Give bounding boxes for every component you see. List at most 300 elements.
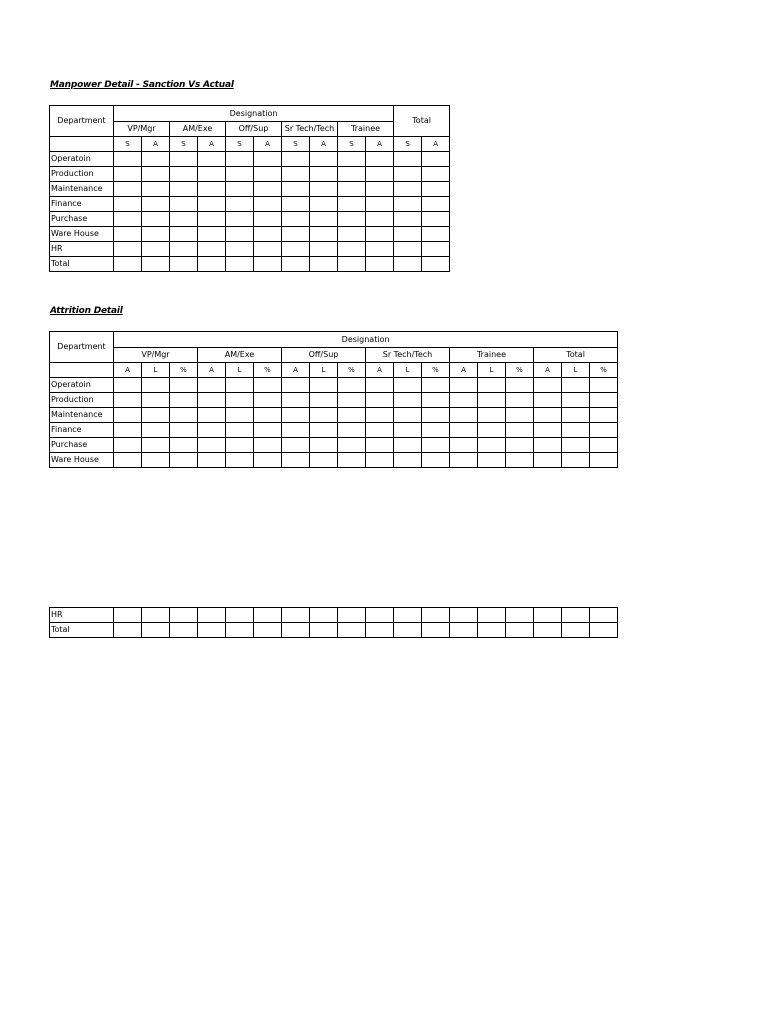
- data-cell: [310, 378, 338, 393]
- data-cell: [310, 453, 338, 468]
- sub-header-a: A: [198, 137, 226, 152]
- data-cell: [198, 608, 226, 623]
- data-cell: [450, 408, 478, 423]
- data-cell: [534, 393, 562, 408]
- data-cell: [478, 623, 506, 638]
- data-cell: [114, 182, 142, 197]
- data-cell: [114, 378, 142, 393]
- data-cell: [422, 378, 450, 393]
- data-cell: [562, 393, 590, 408]
- data-cell: [338, 197, 366, 212]
- data-cell: [198, 152, 226, 167]
- data-cell: [394, 438, 422, 453]
- data-cell: [198, 438, 226, 453]
- data-cell: [422, 227, 450, 242]
- data-cell: [254, 608, 282, 623]
- table-row-total: [50, 257, 450, 272]
- group-header-sr-tech-tech: Sr Tech/Tech: [282, 122, 338, 137]
- data-cell: [170, 408, 198, 423]
- data-cell: [366, 242, 394, 257]
- data-cell: [562, 608, 590, 623]
- data-cell: [142, 242, 170, 257]
- table-row-operatoin: [50, 152, 450, 167]
- data-cell: [422, 623, 450, 638]
- department-cell: Purchase: [50, 212, 114, 227]
- department-cell: Ware House: [50, 227, 114, 242]
- data-cell: [562, 408, 590, 423]
- department-cell: Maintenance: [50, 182, 114, 197]
- data-cell: [114, 167, 142, 182]
- data-cell: [170, 197, 198, 212]
- table-row-finance: [50, 197, 450, 212]
- data-cell: [226, 438, 254, 453]
- data-cell: [366, 212, 394, 227]
- table-row-operatoin: [50, 378, 618, 393]
- data-cell: [422, 393, 450, 408]
- table-row-total: [50, 623, 618, 638]
- data-cell: [506, 453, 534, 468]
- data-cell: [170, 182, 198, 197]
- group-header-sr-tech-tech: Sr Tech/Tech: [366, 348, 450, 363]
- data-cell: [254, 212, 282, 227]
- group-header-vp-mgr: VP/Mgr: [114, 348, 198, 363]
- data-cell: [562, 623, 590, 638]
- department-header-spacer: [50, 363, 114, 378]
- data-cell: [562, 378, 590, 393]
- data-cell: [338, 408, 366, 423]
- sub-header-percent: %: [590, 363, 618, 378]
- data-cell: [422, 608, 450, 623]
- data-cell: [310, 408, 338, 423]
- data-cell: [226, 623, 254, 638]
- data-cell: [254, 227, 282, 242]
- sub-header-s: S: [338, 137, 366, 152]
- data-cell: [310, 242, 338, 257]
- sub-header-s: S: [394, 137, 422, 152]
- data-cell: [282, 623, 310, 638]
- data-cell: [282, 182, 310, 197]
- data-cell: [254, 393, 282, 408]
- data-cell: [282, 152, 310, 167]
- data-cell: [142, 182, 170, 197]
- attrition-title: Attrition Detail: [50, 306, 123, 316]
- data-cell: [338, 423, 366, 438]
- attrition-table-continued: [49, 607, 618, 638]
- data-cell: [114, 423, 142, 438]
- data-cell: [282, 423, 310, 438]
- data-cell: [338, 167, 366, 182]
- data-cell: [198, 423, 226, 438]
- data-cell: [254, 453, 282, 468]
- data-cell: [394, 423, 422, 438]
- department-cell: HR: [50, 242, 114, 257]
- department-cell: Total: [50, 257, 114, 272]
- attrition-table: [49, 331, 618, 468]
- group-header-am-exe: AM/Exe: [198, 348, 282, 363]
- data-cell: [226, 408, 254, 423]
- data-cell: [562, 453, 590, 468]
- table-row-hr: [50, 242, 450, 257]
- data-cell: [506, 423, 534, 438]
- data-cell: [142, 167, 170, 182]
- data-cell: [198, 623, 226, 638]
- data-cell: [114, 212, 142, 227]
- table-row-ware-house: [50, 227, 450, 242]
- data-cell: [422, 408, 450, 423]
- sub-header-percent: %: [422, 363, 450, 378]
- department-cell: Total: [50, 623, 114, 638]
- data-cell: [366, 167, 394, 182]
- data-cell: [534, 408, 562, 423]
- data-cell: [254, 257, 282, 272]
- sub-header-a: A: [282, 363, 310, 378]
- data-cell: [198, 182, 226, 197]
- data-cell: [310, 257, 338, 272]
- data-cell: [198, 453, 226, 468]
- data-cell: [226, 423, 254, 438]
- data-cell: [310, 152, 338, 167]
- data-cell: [254, 623, 282, 638]
- department-cell: Operatoin: [50, 378, 114, 393]
- data-cell: [338, 608, 366, 623]
- sub-header-a: A: [450, 363, 478, 378]
- data-cell: [366, 438, 394, 453]
- data-cell: [198, 227, 226, 242]
- data-cell: [338, 378, 366, 393]
- data-cell: [450, 623, 478, 638]
- data-cell: [282, 408, 310, 423]
- data-cell: [422, 257, 450, 272]
- data-cell: [114, 608, 142, 623]
- data-cell: [366, 197, 394, 212]
- data-cell: [226, 182, 254, 197]
- data-cell: [478, 423, 506, 438]
- data-cell: [450, 608, 478, 623]
- department-cell: Operatoin: [50, 152, 114, 167]
- data-cell: [478, 378, 506, 393]
- group-header-trainee: Trainee: [450, 348, 534, 363]
- data-cell: [534, 608, 562, 623]
- sub-header-percent: %: [338, 363, 366, 378]
- data-cell: [254, 167, 282, 182]
- data-cell: [394, 152, 422, 167]
- data-cell: [310, 167, 338, 182]
- data-cell: [310, 393, 338, 408]
- data-cell: [310, 197, 338, 212]
- sub-header-s: S: [114, 137, 142, 152]
- data-cell: [394, 453, 422, 468]
- sub-header-a: A: [534, 363, 562, 378]
- data-cell: [450, 393, 478, 408]
- data-cell: [114, 227, 142, 242]
- data-cell: [142, 423, 170, 438]
- designation-header: Designation: [114, 332, 618, 348]
- data-cell: [590, 453, 618, 468]
- data-cell: [226, 227, 254, 242]
- data-cell: [282, 242, 310, 257]
- data-cell: [366, 608, 394, 623]
- data-cell: [590, 438, 618, 453]
- table-row-maintenance: [50, 408, 618, 423]
- data-cell: [114, 257, 142, 272]
- data-cell: [170, 608, 198, 623]
- sub-header-a: A: [366, 363, 394, 378]
- data-cell: [338, 393, 366, 408]
- sub-header-percent: %: [506, 363, 534, 378]
- data-cell: [450, 378, 478, 393]
- data-cell: [170, 152, 198, 167]
- department-header: Department: [50, 106, 114, 137]
- sub-header-a: A: [198, 363, 226, 378]
- data-cell: [422, 453, 450, 468]
- data-cell: [170, 167, 198, 182]
- data-cell: [366, 182, 394, 197]
- data-cell: [254, 423, 282, 438]
- group-header-off-sup: Off/Sup: [226, 122, 282, 137]
- data-cell: [282, 167, 310, 182]
- data-cell: [394, 393, 422, 408]
- manpower-title: Manpower Detail - Sanction Vs Actual: [50, 80, 234, 90]
- data-cell: [534, 423, 562, 438]
- data-cell: [114, 242, 142, 257]
- data-cell: [506, 393, 534, 408]
- data-cell: [226, 453, 254, 468]
- data-cell: [170, 623, 198, 638]
- data-cell: [338, 623, 366, 638]
- sub-header-s: S: [226, 137, 254, 152]
- data-cell: [422, 167, 450, 182]
- data-cell: [282, 227, 310, 242]
- manpower-table: [49, 105, 450, 272]
- group-header-trainee: Trainee: [338, 122, 394, 137]
- data-cell: [170, 242, 198, 257]
- data-cell: [142, 623, 170, 638]
- data-cell: [282, 393, 310, 408]
- data-cell: [562, 438, 590, 453]
- data-cell: [394, 378, 422, 393]
- data-cell: [198, 393, 226, 408]
- data-cell: [170, 438, 198, 453]
- data-cell: [366, 423, 394, 438]
- designation-header: Designation: [114, 106, 394, 122]
- table-row-purchase: [50, 438, 618, 453]
- data-cell: [282, 438, 310, 453]
- data-cell: [422, 423, 450, 438]
- data-cell: [366, 453, 394, 468]
- data-cell: [422, 152, 450, 167]
- data-cell: [478, 393, 506, 408]
- data-cell: [562, 423, 590, 438]
- data-cell: [254, 182, 282, 197]
- data-cell: [450, 453, 478, 468]
- data-cell: [394, 257, 422, 272]
- group-header-vp-mgr: VP/Mgr: [114, 122, 170, 137]
- data-cell: [114, 623, 142, 638]
- data-cell: [226, 242, 254, 257]
- data-cell: [142, 152, 170, 167]
- group-header-am-exe: AM/Exe: [170, 122, 226, 137]
- data-cell: [142, 608, 170, 623]
- data-cell: [142, 408, 170, 423]
- data-cell: [590, 393, 618, 408]
- data-cell: [506, 408, 534, 423]
- sub-header-a: A: [142, 137, 170, 152]
- data-cell: [282, 453, 310, 468]
- department-header: Department: [50, 332, 114, 363]
- data-cell: [142, 212, 170, 227]
- data-cell: [170, 453, 198, 468]
- data-cell: [506, 623, 534, 638]
- data-cell: [478, 438, 506, 453]
- sub-header-percent: %: [170, 363, 198, 378]
- data-cell: [394, 408, 422, 423]
- data-cell: [534, 378, 562, 393]
- data-cell: [170, 393, 198, 408]
- data-cell: [394, 182, 422, 197]
- sub-header-l: L: [142, 363, 170, 378]
- data-cell: [198, 212, 226, 227]
- sub-header-a: A: [310, 137, 338, 152]
- sub-header-l: L: [226, 363, 254, 378]
- data-cell: [422, 438, 450, 453]
- data-cell: [366, 623, 394, 638]
- department-cell: Purchase: [50, 438, 114, 453]
- data-cell: [338, 212, 366, 227]
- data-cell: [226, 257, 254, 272]
- data-cell: [282, 257, 310, 272]
- data-cell: [534, 438, 562, 453]
- data-cell: [366, 408, 394, 423]
- data-cell: [338, 227, 366, 242]
- department-cell: Maintenance: [50, 408, 114, 423]
- data-cell: [198, 257, 226, 272]
- sub-header-s: S: [282, 137, 310, 152]
- data-cell: [394, 623, 422, 638]
- data-cell: [310, 423, 338, 438]
- data-cell: [366, 393, 394, 408]
- data-cell: [506, 378, 534, 393]
- data-cell: [226, 608, 254, 623]
- data-cell: [534, 623, 562, 638]
- data-cell: [422, 197, 450, 212]
- data-cell: [394, 212, 422, 227]
- data-cell: [282, 378, 310, 393]
- group-header-total: Total: [534, 348, 618, 363]
- data-cell: [226, 378, 254, 393]
- group-header-off-sup: Off/Sup: [282, 348, 366, 363]
- data-cell: [282, 608, 310, 623]
- data-cell: [338, 257, 366, 272]
- department-cell: Finance: [50, 197, 114, 212]
- data-cell: [254, 378, 282, 393]
- data-cell: [310, 182, 338, 197]
- table-row-maintenance: [50, 182, 450, 197]
- data-cell: [254, 438, 282, 453]
- data-cell: [394, 242, 422, 257]
- data-cell: [534, 453, 562, 468]
- data-cell: [114, 393, 142, 408]
- data-cell: [170, 212, 198, 227]
- data-cell: [422, 182, 450, 197]
- data-cell: [198, 197, 226, 212]
- data-cell: [114, 453, 142, 468]
- data-cell: [114, 152, 142, 167]
- data-cell: [170, 423, 198, 438]
- data-cell: [254, 408, 282, 423]
- data-cell: [226, 212, 254, 227]
- data-cell: [142, 453, 170, 468]
- department-header-spacer: [50, 137, 114, 152]
- data-cell: [338, 182, 366, 197]
- data-cell: [590, 423, 618, 438]
- data-cell: [170, 378, 198, 393]
- data-cell: [198, 242, 226, 257]
- data-cell: [282, 197, 310, 212]
- data-cell: [366, 257, 394, 272]
- data-cell: [170, 227, 198, 242]
- sub-header-s: S: [170, 137, 198, 152]
- table-row-production: [50, 167, 450, 182]
- data-cell: [338, 453, 366, 468]
- sub-header-a: A: [254, 137, 282, 152]
- department-cell: HR: [50, 608, 114, 623]
- data-cell: [226, 197, 254, 212]
- data-cell: [226, 393, 254, 408]
- data-cell: [366, 378, 394, 393]
- data-cell: [478, 453, 506, 468]
- department-cell: Finance: [50, 423, 114, 438]
- data-cell: [478, 408, 506, 423]
- data-cell: [310, 227, 338, 242]
- data-cell: [422, 212, 450, 227]
- data-cell: [310, 438, 338, 453]
- department-cell: Production: [50, 393, 114, 408]
- data-cell: [394, 608, 422, 623]
- data-cell: [142, 227, 170, 242]
- data-cell: [590, 408, 618, 423]
- sub-header-l: L: [394, 363, 422, 378]
- data-cell: [254, 152, 282, 167]
- data-cell: [142, 438, 170, 453]
- data-cell: [198, 378, 226, 393]
- data-cell: [142, 393, 170, 408]
- data-cell: [170, 257, 198, 272]
- data-cell: [114, 438, 142, 453]
- data-cell: [338, 438, 366, 453]
- data-cell: [310, 623, 338, 638]
- data-cell: [226, 167, 254, 182]
- data-cell: [338, 242, 366, 257]
- data-cell: [226, 152, 254, 167]
- sub-header-a: A: [114, 363, 142, 378]
- data-cell: [114, 197, 142, 212]
- data-cell: [590, 608, 618, 623]
- data-cell: [590, 378, 618, 393]
- data-cell: [422, 242, 450, 257]
- sub-header-a: A: [422, 137, 450, 152]
- data-cell: [394, 167, 422, 182]
- table-row-finance: [50, 423, 618, 438]
- data-cell: [310, 212, 338, 227]
- data-cell: [282, 212, 310, 227]
- data-cell: [366, 152, 394, 167]
- table-row-ware-house: [50, 453, 618, 468]
- department-cell: Production: [50, 167, 114, 182]
- data-cell: [338, 152, 366, 167]
- sub-header-percent: %: [254, 363, 282, 378]
- data-cell: [450, 438, 478, 453]
- sub-header-l: L: [478, 363, 506, 378]
